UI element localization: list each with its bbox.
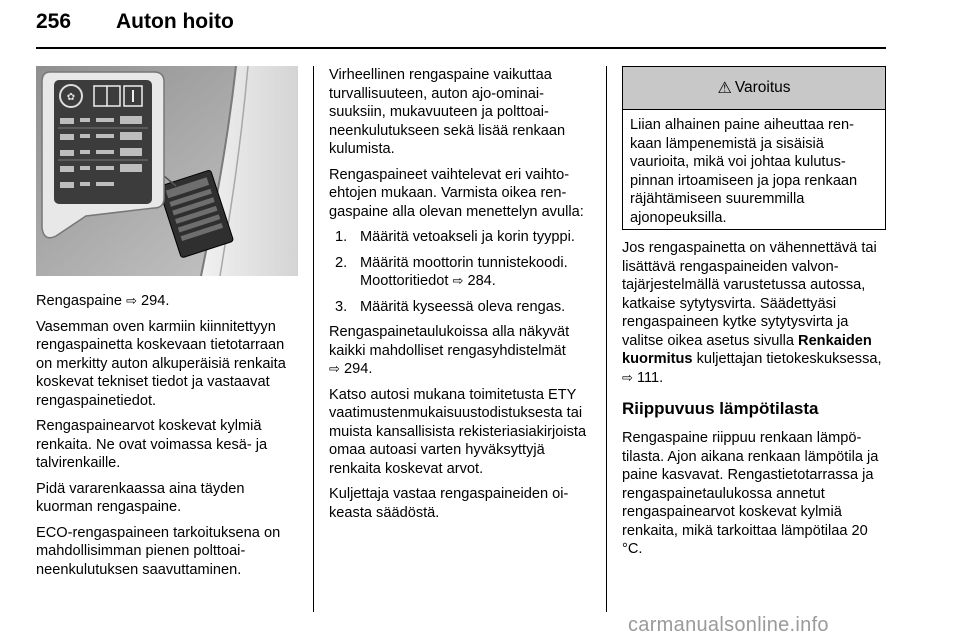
paragraph [329, 323, 595, 379]
warning-header [623, 67, 885, 110]
list-item [335, 228, 595, 247]
paragraph-ref[interactable]: 294. [343, 361, 373, 377]
paragraph-text: kuljettajan tietokeskuksessa, [696, 351, 882, 367]
cross-reference-arrow-icon: ⇨ [126, 293, 137, 308]
warning-box [622, 66, 886, 230]
paragraph: ECO-rengaspaineen tarkoituksena on mahdollisimman pienen polttoaineenkulutuksen saavuttaminen. [36, 524, 281, 578]
tyre-pressure-label-photo [36, 66, 298, 276]
paragraph: Rengaspainearvot koskevat kylmiä renkaita. Ne ovat voimassa kesä- ja talvirenkaille. [36, 418, 268, 471]
caption-text: Rengaspaine [36, 293, 123, 309]
svg-text:✿: ✿ [66, 92, 76, 103]
list-item [335, 298, 595, 317]
page-header [36, 2, 886, 48]
warning-triangle-icon: ⚠ [717, 80, 732, 97]
cross-reference-arrow-icon: ⇨ [329, 361, 340, 376]
left-column [36, 292, 302, 586]
header-rule [36, 47, 886, 49]
cross-reference-arrow-icon: ⇨ [452, 273, 464, 288]
bold-term: Renkaiden kuormitus [622, 332, 872, 367]
step-number: 1. [335, 229, 348, 245]
paragraph-text: Jos rengaspainetta on vähennettävä tai lisättävä rengaspaineiden valvontajärjestelmällä varustetussa autossa, katkaise sytytysvirta. Säädettyäsi rengaspaineen kytke sytytysvirta ja valitse oikea asetus sivulla [622, 240, 877, 349]
paragraph: Virheellinen rengaspaine vaikuttaa turvallisuuteen, auton ajo-ominaisuuksiin, mukavuuteen ja polttoaineenkulutukseen sekä lisää renkaan kulumista. [329, 67, 566, 157]
right-column [622, 239, 888, 566]
paragraph: Katso autosi mukana toimitetusta ETY vaatimustenmukaisuustodistuksesta tai muista kansallisista rekisteriasiakirjoista omaa autoasi varten hyväksyttyjä renkaita koskevat arvot. [329, 386, 587, 477]
step-text: Määritä vetoakseli ja korin tyyppi. [360, 229, 575, 245]
page-number: 256 [36, 10, 72, 33]
paragraph [622, 239, 888, 387]
cross-reference-arrow-icon: ⇨ [622, 369, 633, 385]
chapter-title: Auton hoito [116, 10, 234, 33]
paragraph-ref[interactable]: 111. [636, 369, 664, 386]
paragraph: Rengaspaine riippuu renkaan lämpötilasta. Ajon aikana renkaan lämpötila ja paine kasvavat. Rengastietotarrassa ja rengaspainetaulukossa annetut rengaspainearvot koskevat kylmiä renkaita, mikä tarkoittaa lämpötilaa 20 °C. [622, 430, 879, 557]
watermark: carmanualsonline.info [628, 614, 829, 636]
paragraph: Kuljettaja vastaa rengaspaineiden oikeasta säädöstä. [329, 486, 569, 521]
step-list [329, 228, 595, 316]
section-title: Riippuvuus lämpötilasta [622, 399, 819, 418]
step-number: 2. [335, 254, 348, 271]
paragraph: Rengaspaineet vaihtelevat eri vaihtoehtojen mukaan. Varmista oikea rengaspaine alla olevan menettelyn avulla: [329, 166, 584, 220]
list-item [335, 254, 595, 291]
step-ref[interactable]: 284. [467, 273, 496, 289]
step-number: 3. [335, 298, 348, 315]
tyre-pressure-label-figure [36, 66, 298, 276]
warning-text: Liian alhainen paine aiheuttaa renkaan lämpenemistä ja sisäisiä vaurioita, mikä voi johtaa kulutuspinnan irtoamiseen ja jopa renkaan räjähtämiseen suuremmilla ajonopeuksilla. [630, 117, 858, 226]
step-text: Määritä kyseessä oleva rengas. [360, 298, 566, 315]
paragraph-text: Rengaspainetaulukoissa alla näkyvät kaikki mahdolliset rengasyhdistelmät [329, 324, 570, 359]
warning-title: Varoitus [734, 79, 791, 96]
step-text: Määritä moottorin tunnistekoodi. Moottoritiedot [360, 254, 568, 289]
paragraph: Vasemman oven karmiin kiinnitettyyn rengaspainetta koskevaan tietotarraan on merkitty auton alkuperäisiä renkaita koskevat tekniset tiedot ja vastaavat rengaspainetiedot. [36, 318, 286, 409]
paragraph: Pidä vararenkaassa aina täyden kuorman rengaspaine. [36, 480, 245, 515]
column-divider-2 [606, 66, 607, 612]
figure-caption [36, 292, 302, 311]
column-divider-1 [313, 66, 314, 612]
middle-column [329, 66, 595, 529]
caption-ref[interactable]: 294. [141, 293, 170, 309]
